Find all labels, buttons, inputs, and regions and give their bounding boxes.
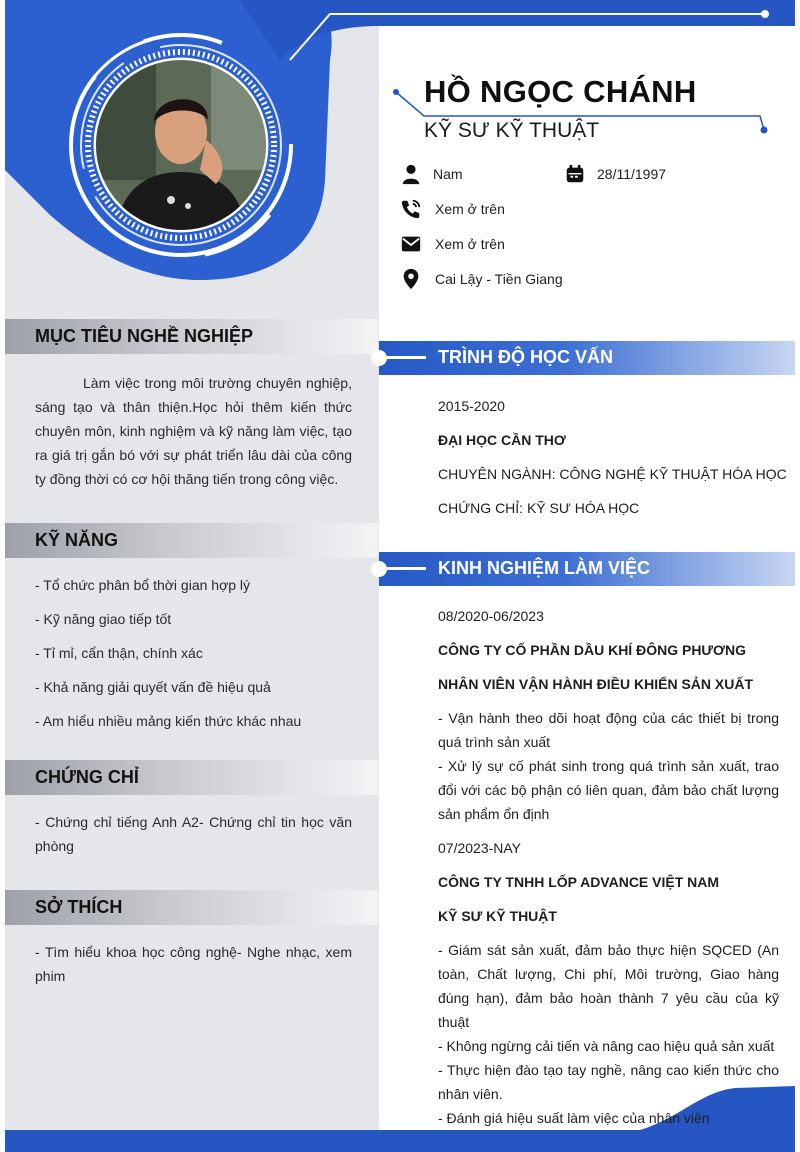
job-duty: - Thực hiện đào tạo tay nghề, nâng cao kiến thức cho nhân viên. xyxy=(438,1062,779,1102)
job-period: 07/2023-NAY xyxy=(438,840,522,856)
skill-item: - Khả năng giải quyết vấn đề hiệu quả xyxy=(35,679,271,695)
education-period: 2015-2020 xyxy=(438,398,505,414)
job-duty: - Giám sát sản xuất, đảm bảo thực hiện SQCED (An toàn, Chất lượng, Chi phí, Môi trường, Giao hàng đúng hạn), đảm bảo hoàn thành 7 yêu cầu của kỹ thuật xyxy=(438,942,779,1030)
education-header xyxy=(379,341,795,375)
education-heading: TRÌNH ĐỘ HỌC VẤN xyxy=(438,347,613,367)
certificates-header xyxy=(5,760,378,795)
footer-bar xyxy=(5,1130,795,1152)
hobbies-text-block xyxy=(35,940,352,988)
profile-photo xyxy=(96,60,266,230)
address-value: Cai Lậy - Tiền Giang xyxy=(435,271,563,287)
hobbies-heading: SỞ THÍCH xyxy=(35,897,123,917)
skills-heading: KỸ NĂNG xyxy=(35,530,119,550)
education-header-dot xyxy=(371,350,387,366)
hobbies-header xyxy=(5,890,378,925)
job-duties xyxy=(438,706,779,826)
phone-icon xyxy=(400,198,422,220)
skill-item: - Kỹ năng giao tiếp tốt xyxy=(35,611,172,627)
skill-item: - Am hiểu nhiều mảng kiến thức khác nhau xyxy=(35,713,302,729)
certificates-text: - Chứng chỉ tiếng Anh A2- Chứng chỉ tin học văn phòng xyxy=(35,814,352,854)
job-duties xyxy=(438,938,779,1130)
user-icon xyxy=(400,163,422,185)
objective-text: Làm việc trong môi trường chuyên nghiệp, sáng tạo và thân thiện.Học hỏi thêm kiến thức chuyên môn, kinh nghiệm và kỹ năng làm việc, tạo ra giá trị gắn bó với sự phát triển lâu dài của công ty đồng thời có cơ hội thăng tiến trong công việc. xyxy=(35,375,352,487)
objective-text-block xyxy=(35,371,352,491)
location-icon xyxy=(400,268,422,290)
email-value: Xem ở trên xyxy=(435,236,505,252)
candidate-title: KỸ SƯ KỸ THUẬT xyxy=(424,119,600,142)
job-duty: - Vận hành theo dõi hoạt động của các thiết bị trong quá trình sản xuất xyxy=(438,710,779,750)
objective-header xyxy=(5,319,378,354)
gender-value: Nam xyxy=(433,166,463,182)
education-certificate: CHỨNG CHỈ: KỸ SƯ HÓA HỌC xyxy=(438,500,640,516)
phone-value: Xem ở trên xyxy=(435,201,505,217)
certificates-text-block xyxy=(35,810,352,858)
hobbies-text: - Tìm hiểu khoa học công nghệ- Nghe nhạc, xem phim xyxy=(35,944,352,984)
experience-header-dot xyxy=(371,561,387,577)
job-company: CÔNG TY CỔ PHẦN DẦU KHÍ ĐÔNG PHƯƠNG xyxy=(438,642,746,658)
email-icon xyxy=(400,233,422,255)
dob-value: 28/11/1997 xyxy=(597,166,667,182)
skills-header xyxy=(5,523,378,558)
job-period: 08/2020-06/2023 xyxy=(438,608,544,624)
job-position: NHÂN VIÊN VẬN HÀNH ĐIỀU KHIỂN SẢN XUẤT xyxy=(438,676,754,692)
job-duty: - Không ngừng cải tiến và nâng cao hiệu quả sản xuất xyxy=(438,1038,775,1054)
job-company: CÔNG TY TNHH LỐP ADVANCE VIỆT NAM xyxy=(438,874,720,890)
experience-heading: KINH NGHIỆM LÀM VIỆC xyxy=(438,558,651,578)
job-position: KỸ SƯ KỸ THUẬT xyxy=(438,908,557,924)
skill-item: - Tổ chức phân bổ thời gian hợp lý xyxy=(35,577,251,593)
education-school: ĐẠI HỌC CẦN THƠ xyxy=(438,432,566,448)
job-duty: - Xử lý sự cố phát sinh trong quá trình sản xuất, trao đổi với các bộ phận có liên quan, đảm bảo chất lượng sản phẩm ổn định xyxy=(438,758,779,822)
job-duty: - Đánh giá hiệu suất làm việc của nhân viên xyxy=(438,1110,710,1126)
candidate-name: HỒ NGỌC CHÁNH xyxy=(424,74,697,109)
objective-heading: MỤC TIÊU NGHỀ NGHIỆP xyxy=(35,326,254,346)
skill-item: - Tỉ mỉ, cẩn thận, chính xác xyxy=(35,645,203,661)
education-major: CHUYÊN NGÀNH: CÔNG NGHỆ KỸ THUẬT HÓA HỌC xyxy=(438,466,787,482)
certificates-heading: CHỨNG CHỈ xyxy=(35,767,139,787)
calendar-icon xyxy=(564,163,586,185)
experience-header xyxy=(379,552,795,586)
